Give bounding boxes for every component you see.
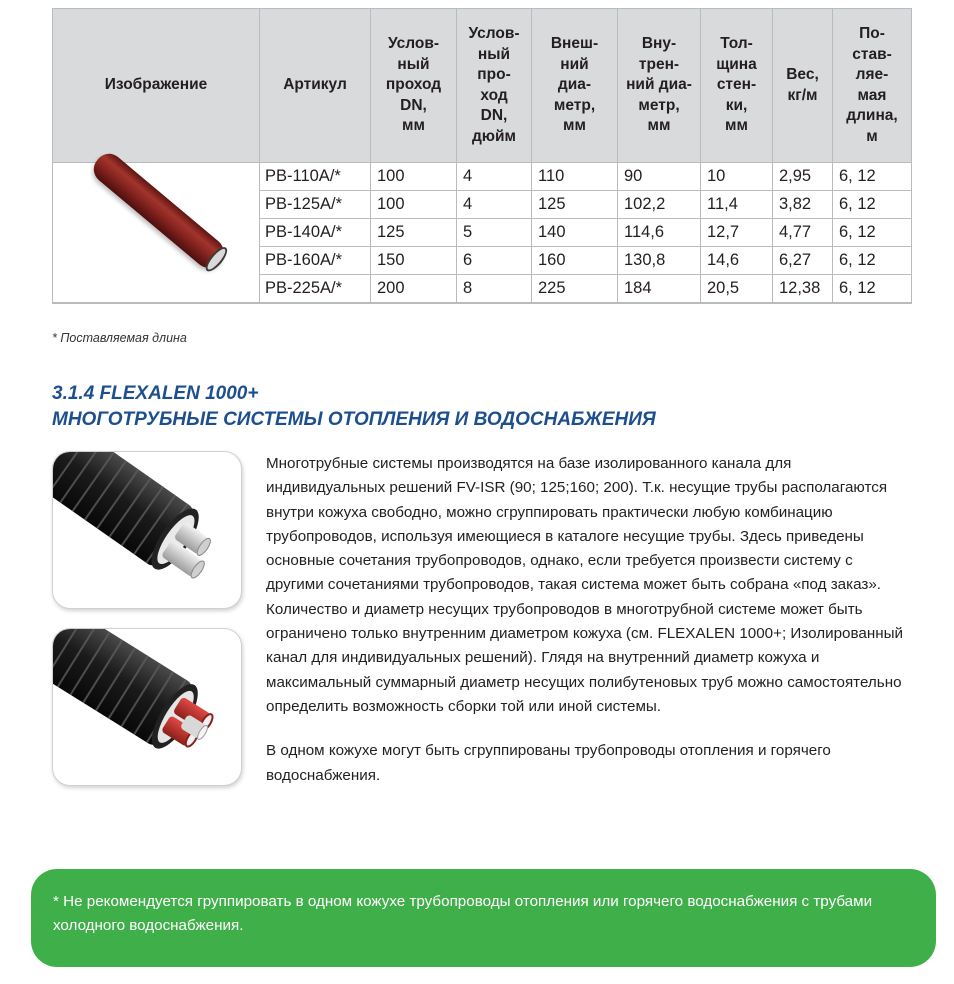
column-header: Артикул — [260, 9, 371, 163]
table-cell: 160 — [532, 247, 618, 275]
table-cell: 100 — [371, 191, 457, 219]
table-cell: 6, 12 — [833, 219, 912, 247]
column-header: Изображение — [53, 9, 260, 163]
table-cell: 102,2 — [618, 191, 701, 219]
sku-cell: PB-225A/* — [260, 275, 371, 304]
table-footnote: * Поставляемая длина — [52, 331, 187, 345]
red-pipe-image — [88, 148, 230, 274]
table-cell: 6 — [457, 247, 532, 275]
table-cell: 100 — [371, 163, 457, 191]
table-cell: 6,27 — [773, 247, 833, 275]
table-cell: 150 — [371, 247, 457, 275]
description-paragraph-2: В одном кожухе могут быть сгруппированы трубопроводы отопления и горячего водоснабжения. — [266, 742, 831, 784]
sku-cell: PB-125A/* — [260, 191, 371, 219]
table-cell: 2,95 — [773, 163, 833, 191]
section-subtitle: МНОГОТРУБНЫЕ СИСТЕМЫ ОТОПЛЕНИЯ И ВОДОСНАБЖЕНИЯ — [52, 409, 656, 430]
spec-table — [52, 8, 912, 304]
table-cell: 125 — [532, 191, 618, 219]
table-cell: 3,82 — [773, 191, 833, 219]
table-cell: 8 — [457, 275, 532, 304]
table-cell: 12,7 — [701, 219, 773, 247]
column-header: Услов- ный про- ход DN, дюйм — [457, 9, 532, 163]
table-cell: 6, 12 — [833, 191, 912, 219]
table-cell: 12,38 — [773, 275, 833, 304]
table-cell: 130,8 — [618, 247, 701, 275]
table-cell: 114,6 — [618, 219, 701, 247]
table-cell: 125 — [371, 219, 457, 247]
product-image-cell — [53, 163, 260, 304]
table-cell: 20,5 — [701, 275, 773, 304]
section-number-title: 3.1.4 FLEXALEN 1000+ — [52, 383, 259, 404]
table-cell: 6, 12 — [833, 163, 912, 191]
table-cell: 11,4 — [701, 191, 773, 219]
description-paragraph-1: Многотрубные системы производятся на базе изолированного канала для индивидуальных решений FV-ISR (90; 125;160; 200). Т.к. несущие трубы располагаются внутри кожуха свободно, можно сгруппировать практически любую комбинацию трубопроводов, используя имеющиеся в каталоге несущие трубы. Здесь приведены основные сочетания трубопроводов, однако, если требуется произвести систему с другими сочетаниями трубопроводов, такая система может быть собрана «под заказ». Количество и диаметр несущих трубопроводов в многотрубной системе может быть ограничено только внутренним диаметром кожуха (см. FLEXALEN 1000+; Изолированный канал для индивидуальных решений). Глядя на внутренний диаметр кожуха и максимальный суммарный диаметр несущих полибутеновых труб можно самостоятельно определить возможность сборки той или иной системы. — [266, 455, 904, 715]
table-cell: 225 — [532, 275, 618, 304]
sku-cell: PB-160A/* — [260, 247, 371, 275]
table-cell: 184 — [618, 275, 701, 304]
table-cell: 10 — [701, 163, 773, 191]
warning-note-box — [31, 869, 936, 967]
table-cell: 5 — [457, 219, 532, 247]
section-heading — [52, 381, 656, 433]
column-header: Тол- щина стен- ки, мм — [701, 9, 773, 163]
description-text — [266, 452, 914, 788]
table-cell: 6, 12 — [833, 247, 912, 275]
table-cell: 140 — [532, 219, 618, 247]
column-header: Вну- трен- ний диа- метр, мм — [618, 9, 701, 163]
table-cell: 200 — [371, 275, 457, 304]
product-image-white-pipes — [52, 451, 242, 609]
column-header: Внеш- ний диа- метр, мм — [532, 9, 618, 163]
table-cell: 4,77 — [773, 219, 833, 247]
column-header: Услов- ный проход DN, мм — [371, 9, 457, 163]
table-cell: 4 — [457, 163, 532, 191]
sku-cell: PB-110A/* — [260, 163, 371, 191]
product-image-red-pipes — [52, 628, 242, 786]
table-cell: 90 — [618, 163, 701, 191]
table-header-row — [53, 9, 912, 163]
table-row — [53, 163, 912, 191]
table-cell: 14,6 — [701, 247, 773, 275]
warning-note-text: * Не рекомендуется группировать в одном кожухе трубопроводы отопления или горячего водоснабжения с трубами холодного водоснабжения. — [53, 893, 873, 934]
column-header: Вес, кг/м — [773, 9, 833, 163]
column-header: По- став- ляе- мая длина, м — [833, 9, 912, 163]
table-cell: 4 — [457, 191, 532, 219]
table-cell: 6, 12 — [833, 275, 912, 304]
table-cell: 110 — [532, 163, 618, 191]
sku-cell: PB-140A/* — [260, 219, 371, 247]
